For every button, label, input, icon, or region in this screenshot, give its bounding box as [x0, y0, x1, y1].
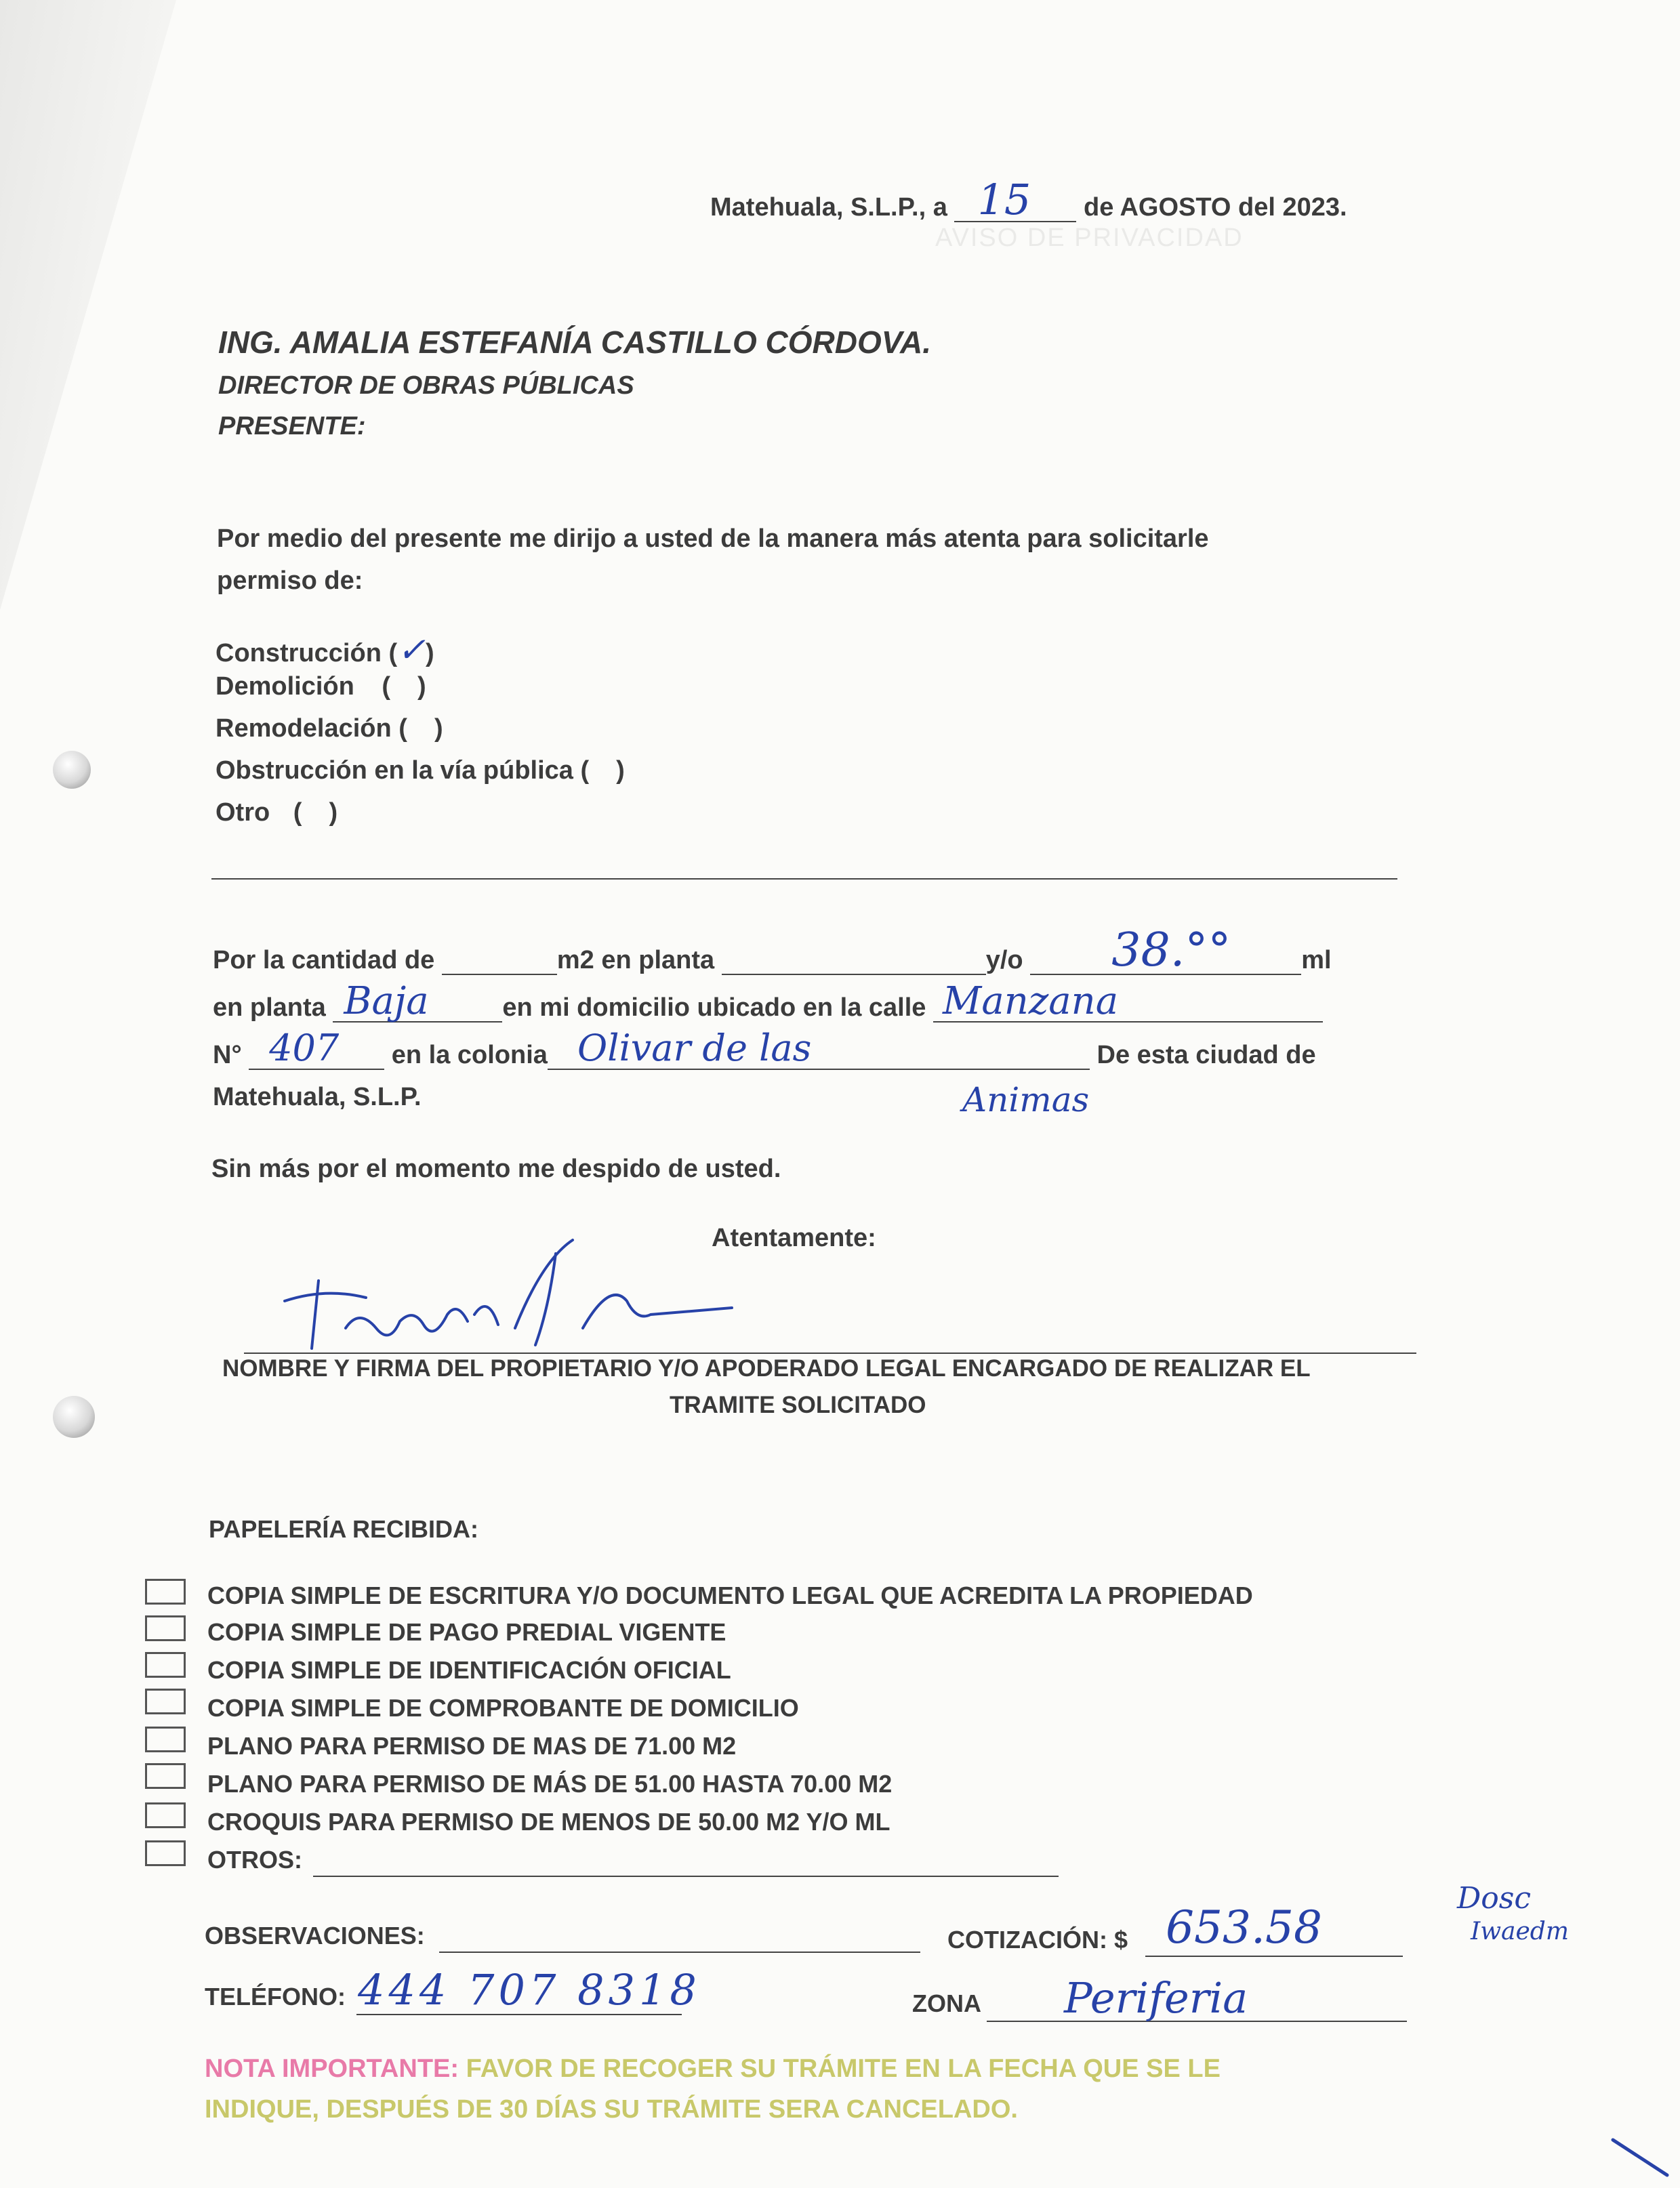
city-suffix: De esta ciudad de [1097, 1041, 1316, 1069]
ml-field[interactable] [1030, 924, 1301, 977]
option-label: Remodelación [216, 714, 392, 743]
paperwork-item: COPIA SIMPLE DE ESCRITURA Y/O DOCUMENTO LEGAL QUE ACREDITA LA PROPIEDAD [207, 1582, 1253, 1609]
checkbox-predial[interactable] [145, 1615, 186, 1641]
margin-note-2: Iwaedm [1471, 1918, 1569, 1945]
option-label: Otro [216, 798, 270, 827]
option-label: Obstrucción en la vía pública [216, 756, 573, 785]
address-label: en mi domicilio ubicado en la calle [502, 993, 926, 1022]
paperwork-item-otros: OTROS: [207, 1846, 302, 1874]
floor-field[interactable] [333, 979, 502, 1023]
important-note-line-1 [205, 2055, 1221, 2084]
paperwork-heading: PAPELERÍA RECIBIDA: [209, 1515, 479, 1543]
paperwork-item: COPIA SIMPLE DE IDENTIFICACIÓN OFICIAL [207, 1656, 731, 1684]
intro-line-1: Por medio del presente me dirijo a usted de la manera más atenta para solicitarle [217, 524, 1209, 553]
floor-label: en planta [213, 993, 326, 1022]
paperwork-item: PLANO PARA PERMISO DE MÁS DE 51.00 HASTA 70.00 M2 [207, 1770, 893, 1798]
m2-field[interactable] [442, 947, 557, 975]
intro-line-2: permiso de: [217, 566, 363, 595]
recipient-title: DIRECTOR DE OBRAS PÚBLICAS [218, 371, 634, 400]
phone-label: TELÉFONO: [205, 1983, 346, 2010]
zone-label: ZONA [912, 1989, 981, 2017]
day-field[interactable] [954, 175, 1076, 224]
quantity-prefix: Por la cantidad de [213, 946, 435, 974]
zone-value: Periferia [1064, 1973, 1248, 2023]
observations-label: OBSERVACIONES: [205, 1922, 425, 1949]
option-paren-close: ) [417, 672, 426, 701]
option-paren-close: ) [329, 798, 338, 827]
paperwork-item: COPIA SIMPLE DE PAGO PREDIAL VIGENTE [207, 1618, 726, 1646]
otros-line[interactable] [313, 1876, 1059, 1877]
margin-note-1: Dosc [1457, 1881, 1531, 1916]
quantity-line [213, 924, 1332, 977]
option-remodelacion[interactable] [216, 714, 443, 743]
farewell-text: Sin más por el momento me despido de usted. [211, 1155, 781, 1183]
option-paren-open: ( [388, 639, 398, 667]
floor-line [213, 979, 1323, 1023]
note-text-1: FAVOR DE RECOGER SU TRÁMITE EN LA FECHA QUE SE LE [466, 2055, 1221, 2083]
colonia-value-continued: Animas [962, 1080, 1090, 1119]
observations-field[interactable] [439, 1952, 920, 1953]
date-prefix: Matehuala, S.L.P., a [710, 193, 947, 222]
option-paren-close: ) [434, 714, 443, 743]
important-note-line-2: INDIQUE, DESPUÉS DE 30 DÍAS SU TRÁMITE SERA CANCELADO. [205, 2095, 1018, 2124]
colonia-label: en la colonia [391, 1041, 548, 1069]
street-field[interactable] [933, 979, 1323, 1023]
signature-line [244, 1353, 1416, 1354]
option-demolicion[interactable] [216, 672, 426, 701]
stray-pen-mark [1606, 2134, 1674, 2182]
number-label: N° [213, 1041, 242, 1069]
note-label: NOTA IMPORTANTE: [205, 2055, 459, 2083]
option-paren-close: ) [616, 756, 625, 785]
yo-label: y/o [985, 946, 1023, 974]
option-otro-line[interactable] [211, 878, 1397, 880]
signature-caption-1: NOMBRE Y FIRMA DEL PROPIETARIO Y/O APODERADO LEGAL ENCARGADO DE REALIZAR EL [222, 1355, 1311, 1382]
recipient-greeting: PRESENTE: [218, 412, 366, 440]
number-value: 407 [269, 1027, 340, 1069]
option-label: Demolición [216, 672, 354, 701]
page-fold-shadow [0, 0, 176, 610]
quote-value: 653.58 [1166, 1901, 1322, 1954]
punch-hole-top [53, 751, 91, 789]
city-name: Matehuala, S.L.P. [213, 1083, 422, 1111]
number-line [213, 1027, 1316, 1070]
date-suffix: de AGOSTO del 2023. [1084, 193, 1347, 222]
checkbox-escritura[interactable] [145, 1579, 186, 1605]
check-mark: ✓ [397, 630, 426, 669]
day-value: 15 [977, 175, 1031, 224]
checkbox-otros[interactable] [145, 1840, 186, 1866]
recipient-name: ING. AMALIA ESTEFANÍA CASTILLO CÓRDOVA. [218, 325, 932, 360]
option-paren-close: ) [426, 639, 434, 667]
quote-field[interactable] [1145, 1956, 1403, 1957]
date-line [710, 175, 1347, 224]
signature-caption-2: TRAMITE SOLICITADO [670, 1392, 926, 1418]
option-otro[interactable] [216, 798, 337, 827]
checkbox-plano-71[interactable] [145, 1727, 186, 1752]
number-field[interactable] [249, 1027, 384, 1070]
option-paren-open: ( [382, 672, 391, 701]
colonia-field[interactable] [548, 1027, 1090, 1070]
option-construccion[interactable] [216, 630, 434, 669]
signature-area[interactable] [230, 1233, 773, 1355]
checkbox-plano-51[interactable] [145, 1763, 186, 1789]
option-paren-open: ( [293, 798, 302, 827]
option-obstruccion[interactable] [216, 756, 625, 785]
option-paren-open: ( [580, 756, 590, 785]
option-label: Construcción [216, 639, 382, 667]
ml-label: ml [1301, 946, 1332, 974]
floor-value: Baja [344, 979, 429, 1023]
ml-value: 38.°° [1111, 924, 1231, 977]
punch-hole-bottom [53, 1396, 95, 1438]
quote-label: COTIZACIÓN: $ [947, 1926, 1128, 1954]
m2-label: m2 en planta [556, 946, 715, 974]
colonia-value: Olivar de las [577, 1027, 812, 1069]
phone-value: 444 707 8318 [358, 1965, 701, 2015]
regards-text: Atentamente: [712, 1224, 876, 1252]
checkbox-domicilio[interactable] [145, 1689, 186, 1714]
paperwork-item: COPIA SIMPLE DE COMPROBANTE DE DOMICILIO [207, 1694, 799, 1722]
checkbox-croquis[interactable] [145, 1802, 186, 1828]
paperwork-item: CROQUIS PARA PERMISO DE MENOS DE 50.00 M2 Y/O ML [207, 1808, 890, 1836]
option-paren-open: ( [398, 714, 407, 743]
paperwork-item: PLANO PARA PERMISO DE MAS DE 71.00 M2 [207, 1732, 737, 1760]
checkbox-identificacion[interactable] [145, 1652, 186, 1678]
m2-floor-field[interactable] [722, 947, 986, 975]
street-value: Manzana [943, 979, 1119, 1023]
